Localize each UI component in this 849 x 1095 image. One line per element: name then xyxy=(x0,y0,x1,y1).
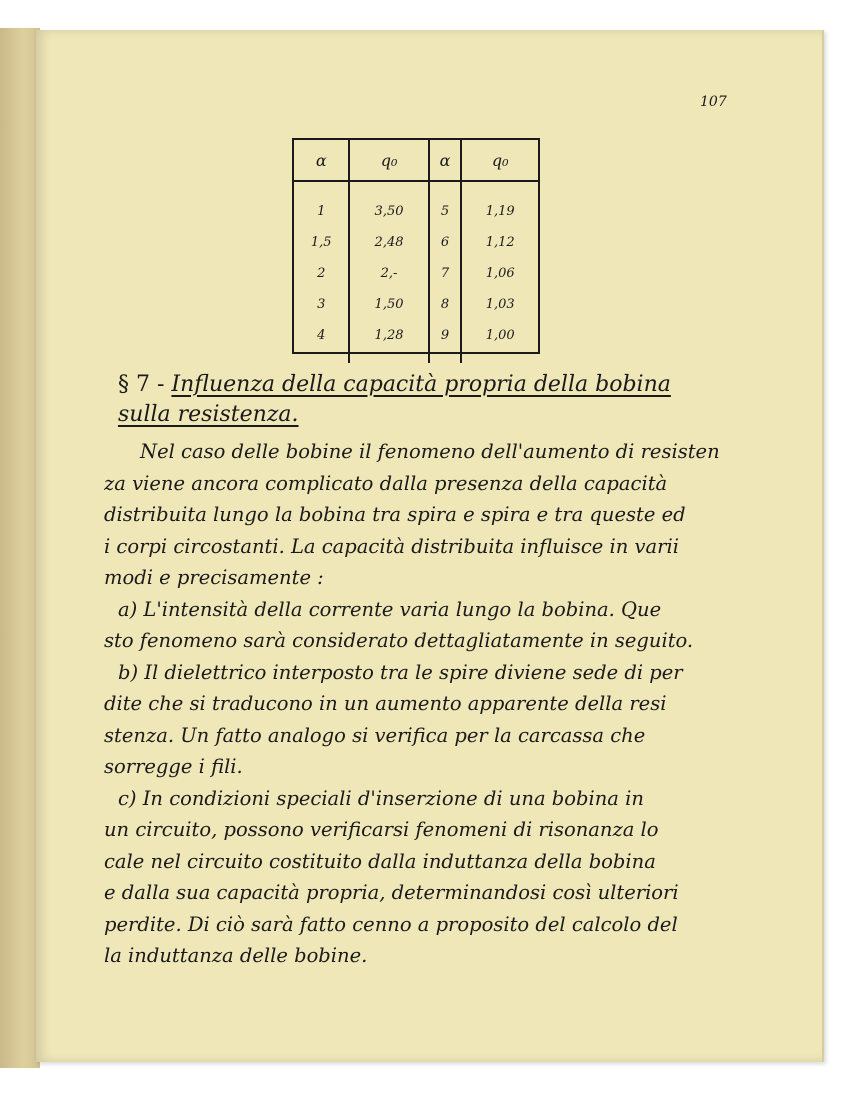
table-cell: 8 xyxy=(429,289,462,320)
body-line: c) In condizioni speciali d'inserzione di una bobina in xyxy=(118,786,644,810)
column-header: q₀ xyxy=(349,140,428,181)
body-line: perdite. Di ciò sarà fatto cenno a proposito del calcolo del xyxy=(104,912,678,936)
table-cell: 7 xyxy=(429,258,462,289)
column-header: α xyxy=(294,140,349,181)
body-line: a) L'intensità della corrente varia lungo la bobina. Que xyxy=(118,597,662,621)
page-number: 107 xyxy=(700,94,727,110)
section-heading-line-2 xyxy=(118,400,738,430)
table-cell: 4 xyxy=(294,320,349,363)
body-line: i corpi circostanti. La capacità distribuita influisce in varii xyxy=(104,534,679,558)
body-paragraphs xyxy=(104,436,744,972)
table-cell: 3,50 xyxy=(349,181,428,227)
body-line: modi e precisamente : xyxy=(104,566,324,589)
body-line: e dalla sua capacità propria, determinandosi così ulteriori xyxy=(104,881,679,904)
body-line: sorregge i fili. xyxy=(104,755,243,778)
body-line: distribuita lungo la bobina tra spira e spira e tra queste ed xyxy=(104,503,686,526)
column-header: α xyxy=(429,140,462,181)
table-cell: 2,48 xyxy=(349,227,428,258)
table-cell: 1,03 xyxy=(485,297,515,312)
body-line: un circuito, possono verificarsi fenomeni di risonanza lo xyxy=(104,818,659,841)
table-row xyxy=(294,181,538,227)
alpha-q0-table xyxy=(294,140,538,363)
table-cell: 5 xyxy=(429,181,462,227)
table-row xyxy=(294,258,538,289)
values-table xyxy=(292,138,540,354)
section-title-continuation: sulla resistenza. xyxy=(118,402,299,427)
table-cell: 1 xyxy=(294,181,349,227)
table-cell: 1,50 xyxy=(349,289,428,320)
table-cell: 1,19 xyxy=(485,204,515,219)
table-cell: 3 xyxy=(294,289,349,320)
table-cell: 1,12 xyxy=(485,235,515,250)
table-cell: 1,00 xyxy=(485,328,515,343)
table-cell: 1,28 xyxy=(349,320,428,363)
body-line: cale nel circuito costituito dalla induttanza della bobina xyxy=(104,849,656,873)
section-title-text: Influenza della capacità propria della bobina xyxy=(171,372,671,397)
table-cell: 1,06 xyxy=(485,266,515,281)
body-line: dite che si traducono in un aumento apparente della resi xyxy=(104,692,667,715)
body-line: b) Il dielettrico interposto tra le spire diviene sede di per xyxy=(118,660,683,684)
table-header-row xyxy=(294,140,538,181)
adjacent-page-edge xyxy=(0,28,40,1068)
body-line: la induttanza delle bobine. xyxy=(104,944,368,967)
table-cell: 1,5 xyxy=(294,227,349,258)
table-row xyxy=(294,289,538,320)
body-line: sto fenomeno sarà considerato dettagliatamente in seguito. xyxy=(104,629,694,652)
table-row xyxy=(294,227,538,258)
table-row xyxy=(294,320,538,363)
table-cell: 2 xyxy=(294,258,349,289)
column-header: q₀ xyxy=(461,140,538,181)
table-cell: 9 xyxy=(429,320,462,363)
section-heading xyxy=(118,370,738,430)
body-line: stenza. Un fatto analogo si verifica per la carcassa che xyxy=(104,723,646,747)
table-cell: 2,- xyxy=(349,258,428,289)
body-line: Nel caso delle bobine il fenomeno dell'aumento di resisten xyxy=(140,440,720,463)
section-heading-line-1 xyxy=(118,370,738,400)
table-cell: 6 xyxy=(429,227,462,258)
body-line: za viene ancora complicato dalla presenza della capacità xyxy=(104,471,668,495)
section-number: § 7 - xyxy=(118,372,165,397)
